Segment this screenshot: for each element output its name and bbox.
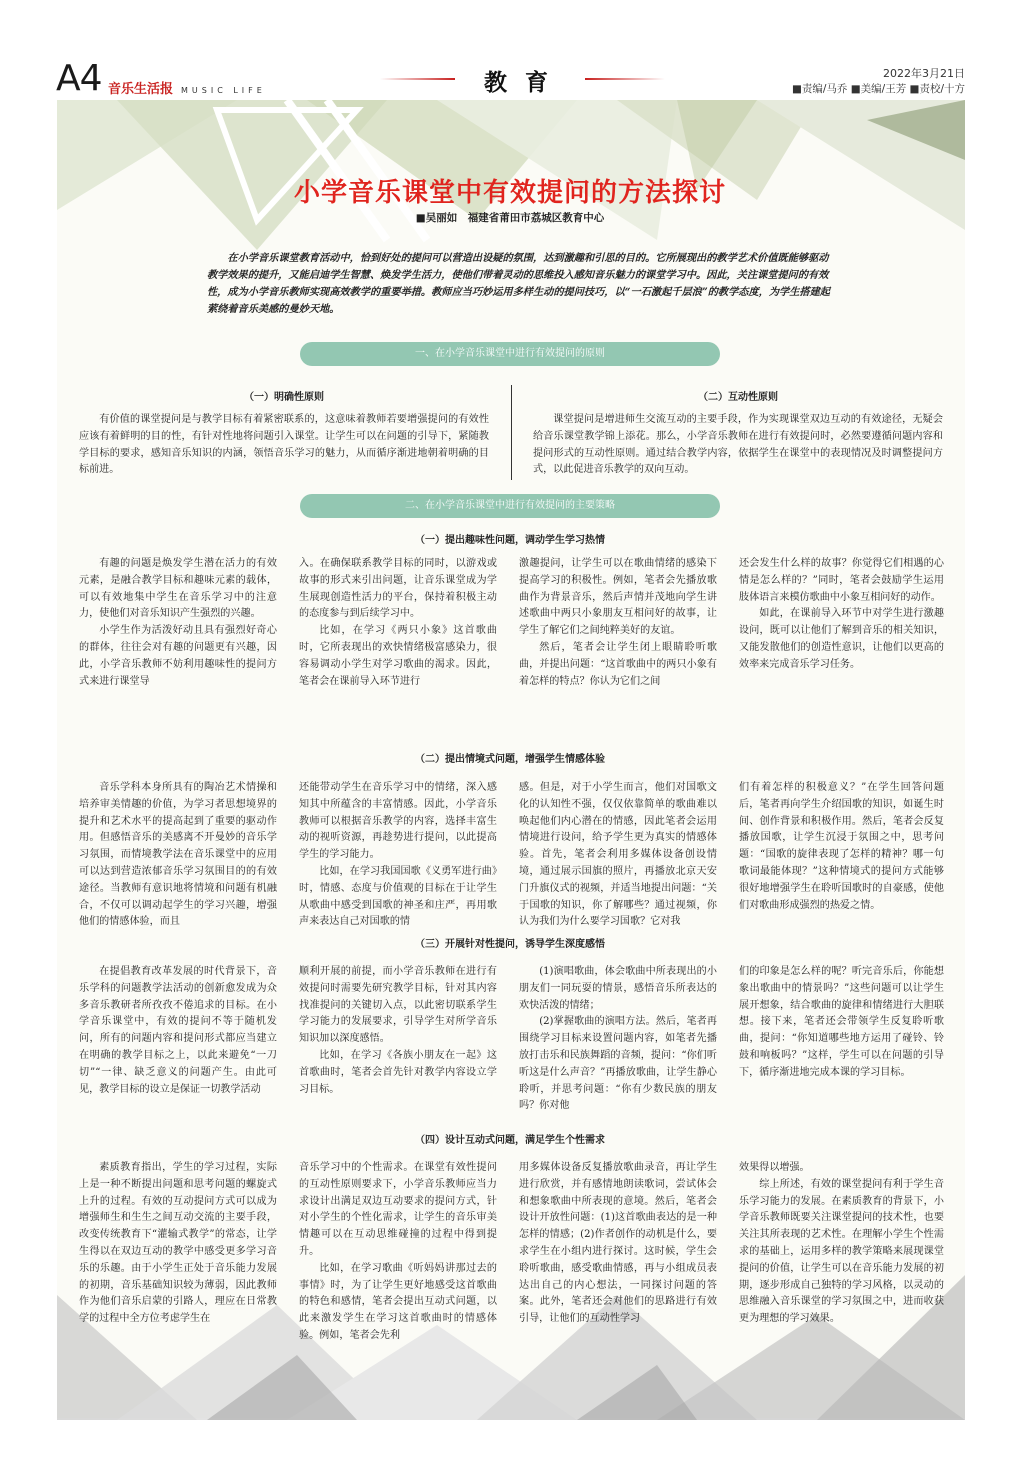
strategy-1-col-2: 入。在确保联系教学目标的同时，以游戏或故事的形式来引出问题，让音乐课堂成为学生展现创造性活力的平台，保持着积极主动的态度参与到后续学习中。 比如，在学习《两只小象》这首歌曲时，它所表现出的欢快情绪极富感染力，很容易调动小学生对学习歌曲的渴求。因此，笔者会在课前导入环节进行 <box>299 558 497 687</box>
issue-date: 2022年3月21日 <box>883 67 965 80</box>
strategy-4-col-1: 素质教育指出，学生的学习过程，实际上是一种不断提出问题和思考问题的螺旋式上升的过程。有效的互动提问方式可以成为增强师生和生生之间互动交流的主要手段，改变传统教育下“灌输式教学”的常态，让学生得以在双边互动的教学中感受更多学习音乐的乐趣。由于小学生正处于音乐能力发展的初期，音乐基础知识较为薄弱，因此教师作为他们音乐启蒙的引路人，理应在日常教学的过程中全方位考虑学生在 <box>79 1162 277 1325</box>
subheading-strategy-4: （四）设计互动式问题，满足学生个性需求 <box>415 1135 605 1146</box>
text-clarity: 有价值的课堂提问是与教学目标有着紧密联系的，这意味着教师若要增强提问的有效性应该有着鲜明的目的性，有针对性地将问题引入课堂。让学生可以在问题的引导下，紧随教学目标的要求，感知音乐知识的内涵，领悟音乐学习的魅力，从而循序渐进地朝着明确的目标前进。 <box>79 414 489 476</box>
strategy-1-col-3: 激趣提问，让学生可以在歌曲情绪的感染下提高学习的积极性。例如，笔者会先播放歌曲作为背景音乐，然后声情并茂地向学生讲述歌曲中两只小象朋友互相问好的故事，让学生了解它们之间纯粹美好的友谊。 然后，笔者会让学生闭上眼睛聆听歌曲，并提出问题：“这首歌曲中的两只小象有着怎样的特点？你认为它们之间 <box>519 558 717 687</box>
strategy-3-col-2: 顺利开展的前提，而小学音乐教师在进行有效提问时需要先研究教学目标，针对其内容找准提问的关键切入点，以此密切联系学生学习能力的发展要求，引导学生对所学音乐知识加以深度感悟。 比如，在学习《各族小朋友在一起》这首歌曲时，笔者会首先针对教学内容设立学习目标。 <box>299 966 497 1095</box>
strategy-2-col-4: 们有着怎样的积极意义？”在学生回答问题后，笔者再向学生介绍国歌的知识，如诞生时间、创作背景和积极作用。然后，笔者会反复播放国歌，让学生沉浸于氛围之中，思考问题：“国歌的旋律表现了怎样的精神？哪一句歌词最能体现？”这种情境式的提问方式能够很好地增强学生在聆听国歌时的自豪感，使他们对歌曲形成强烈的热爱之情。 <box>739 782 944 911</box>
article-abstract: 在小学音乐课堂教育活动中，恰到好处的提问可以营造出设疑的氛围，达到激趣和引思的目的。它所展现出的教学艺术价值既能够驱动教学效果的提升，又能启迪学生智慧、焕发学生活力，使他们带着灵动的思维投入感知音乐魅力的课堂学习中。因此，关注课堂提问的有效性，成为小学音乐教师实现高效教学的重要举措。教师应当巧妙运用多样生动的提问技巧，以“一石激起千层浪”的教学态度，为学生搭建起萦绕着音乐美感的曼妙天地。 <box>207 252 830 315</box>
section-banner-1: 一、在小学音乐课堂中进行有效提问的原则 <box>300 342 720 366</box>
paper-name-en: MUSIC LIFE <box>181 86 266 95</box>
subheading-strategy-3: （三）开展针对性提问，诱导学生深度感悟 <box>415 939 605 950</box>
strategy-4-col-4: 效果得以增强。 综上所述，有效的课堂提问有利于学生音乐学习能力的发展。在素质教育的背景下，小学音乐教师既要关注课堂提问的技术性，也要关注其所表现的艺术性。在理解小学生个性需求的基础上，运用多样的教学策略来展现课堂提问的价值，让学生可以在音乐能力发展的初期，逐步形成自己独特的学习风格，以灵动的思维融入音乐课堂的学习氛围之中，进而收获更为理想的学习效果。 <box>739 1162 944 1325</box>
subheading-interaction: （二）互动性原则 <box>698 392 778 403</box>
strategy-4-col-3: 用多媒体设备反复播放歌曲录音，再让学生进行欣赏，并有感情地朗读歌词，尝试体会和想象歌曲中所表现的意境。然后，笔者会设计开放性问题：(1)这首歌曲表达的是一种怎样的情感；(2)作者创作的动机是什么，要求学生在小组内进行探讨。这时候，学生会聆听歌曲，感受歌曲情感，再与小组成员表达出自己的内心想法，一同探讨问题的答案。此外，笔者还会对他们的思路进行有效引导，让他们的互动性学习 <box>519 1162 717 1325</box>
editors-line: ■责编/马乔 ■美编/王芳 ■责校/十方 <box>791 83 965 95</box>
author-byline: ■吴丽如 福建省莆田市荔城区教育中心 <box>415 212 605 224</box>
subheading-clarity: （一）明确性原则 <box>244 392 324 403</box>
strategy-2-col-3: 感。但是，对于小学生而言，他们对国歌文化的认知性不强，仅仅依靠简单的歌曲难以唤起他们内心潜在的情感，因此笔者会运用情境进行设问，给予学生更为真实的情感体验。首先，笔者会利用多媒体设备创设情境，通过展示国旗的照片，再播放北京天安门升旗仪式的视频，并适当地提出问题：“关于国歌的知识，你了解哪些？通过视频，你认为我们为什么要学习国歌？它对我 <box>519 782 717 928</box>
strategy-3-col-1: 在提倡教育改革发展的时代背景下，音乐学科的问题教学法活动的创新愈发成为众多音乐教研者所孜孜不倦追求的目标。在小学音乐课堂中，有效的提问不等于随机发问，所有的问题内容和提问形式都应当建立在明确的教学目标之上，以此来避免“一刀切”“一律、缺乏意义的问题产生。由此可见，教学目标的设立是保证一切教学活动 <box>79 966 277 1095</box>
strategy-1-col-4: 还会发生什么样的故事？你觉得它们相遇的心情是怎么样的？”同时，笔者会鼓励学生运用肢体语言来模仿歌曲中小象互相问好的动作。 如此，在课前导入环节中对学生进行激趣设问，既可以让他们了解到音乐的相关知识，又能发散他们的创造性意识，让他们以更高的效率来完成音乐学习任务。 <box>739 558 944 670</box>
strategy-4-col-2: 音乐学习中的个性需求。在课堂有效性提问的互动性原则要求下，小学音乐教师应当力求设计出满足双边互动要求的提问方式，针对小学生的个性化需求，让学生的音乐审美情趣可以在互动思维碰撞的过程中得到提升。 比如，在学习歌曲《听妈妈讲那过去的事情》时，为了让学生更好地感受这首歌曲的特色和感情，笔者会提出互动式问题，以此来激发学生在学习这首歌曲时的情感体验。例如，笔者会先利 <box>299 1162 497 1341</box>
header-rule-right <box>585 78 665 80</box>
strategy-2-col-2: 还能带动学生在音乐学习中的情绪，深入感知其中所蕴含的丰富情感。因此，小学音乐教师可以根据音乐教学的内容，选择丰富生动的视听资源，再趁势进行提问，以此提高学生的学习能力。 比如，在学习我国国歌《义勇军进行曲》时，情感、态度与价值观的目标在于让学生从歌曲中感受到国歌的神圣和庄严，再用歌声来表达自己对国歌的情 <box>299 782 497 928</box>
strategy-3-col-3: (1)演唱歌曲，体会歌曲中所表现出的小朋友们一同玩耍的情景，感悟音乐所表达的欢快活泼的情绪； (2)掌握歌曲的演唱方法。然后，笔者再围绕学习目标来设置问题内容，如笔者先播放打击乐和民族舞蹈的音频，提问：“你们听听这是什么声音？”再播放歌曲，让学生静心聆听，并思考问题：“你有少数民族的朋友吗？你对他 <box>519 966 717 1112</box>
strategy-3-col-4: 们的印象是怎么样的呢？听完音乐后，你能想象出歌曲中的情景吗？”这些问题可以让学生展开想象，结合歌曲的旋律和情绪进行大胆联想。接下来，笔者还会带领学生反复聆听歌曲，提问：“你知道哪些地方运用了碰铃、铃鼓和响板吗？”这样，学生可以在问题的引导下，循序渐进地完成本课的学习目标。 <box>739 966 944 1078</box>
page-number: A4 <box>56 58 102 99</box>
section-title: 教育 <box>484 69 566 96</box>
paper-name: 音乐生活报 <box>108 82 174 97</box>
strategy-1-col-1: 有趣的问题是焕发学生潜在活力的有效元素，是融合教学目标和趣味元素的载体，可以有效地集中学生在音乐学习中的注意力，使他们对音乐知识产生强烈的兴趣。 小学生作为活泼好动且具有强烈好奇心的群体，往往会对有趣的问题更有兴趣，因此，小学音乐教师不妨利用趣味性的提问方式来进行课堂导 <box>79 558 277 687</box>
column-divider <box>511 385 512 480</box>
section-banner-2: 二、在小学音乐课堂中进行有效提问的主要策略 <box>300 494 720 518</box>
header-rule-left <box>380 78 455 80</box>
text-interaction: 课堂提问是增进师生交流互动的主要手段，作为实现课堂双边互动的有效途径，无疑会给音乐课堂教学锦上添花。那么，小学音乐教师在进行有效提问时，必然要遵循问题内容和提问形式的互动性原则。通过结合教学内容，依据学生在课堂中的表现情况及时调整提问方式，以此促进音乐教学的双向互动。 <box>533 414 943 476</box>
article-title: 小学音乐课堂中有效提问的方法探讨 <box>293 178 726 208</box>
strategy-2-col-1: 音乐学科本身所具有的陶冶艺术情操和培养审美情趣的价值，为学习者思想境界的提升和艺术水平的提高起到了重要的驱动作用。但感悟音乐的美感离不开曼妙的音乐学习氛围，而情境教学法在音乐课堂中的应用可以达到营造浓郁音乐学习氛围目的的有效途径。当教师有意识地将情境和问题有机融合，不仅可以调动起学生的学习兴趣，增强他们的情感体验，而且 <box>79 782 277 928</box>
subheading-strategy-2: （二）提出情境式问题，增强学生情感体验 <box>415 754 605 765</box>
subheading-strategy-1: （一）提出趣味性问题，调动学生学习热情 <box>415 535 605 546</box>
